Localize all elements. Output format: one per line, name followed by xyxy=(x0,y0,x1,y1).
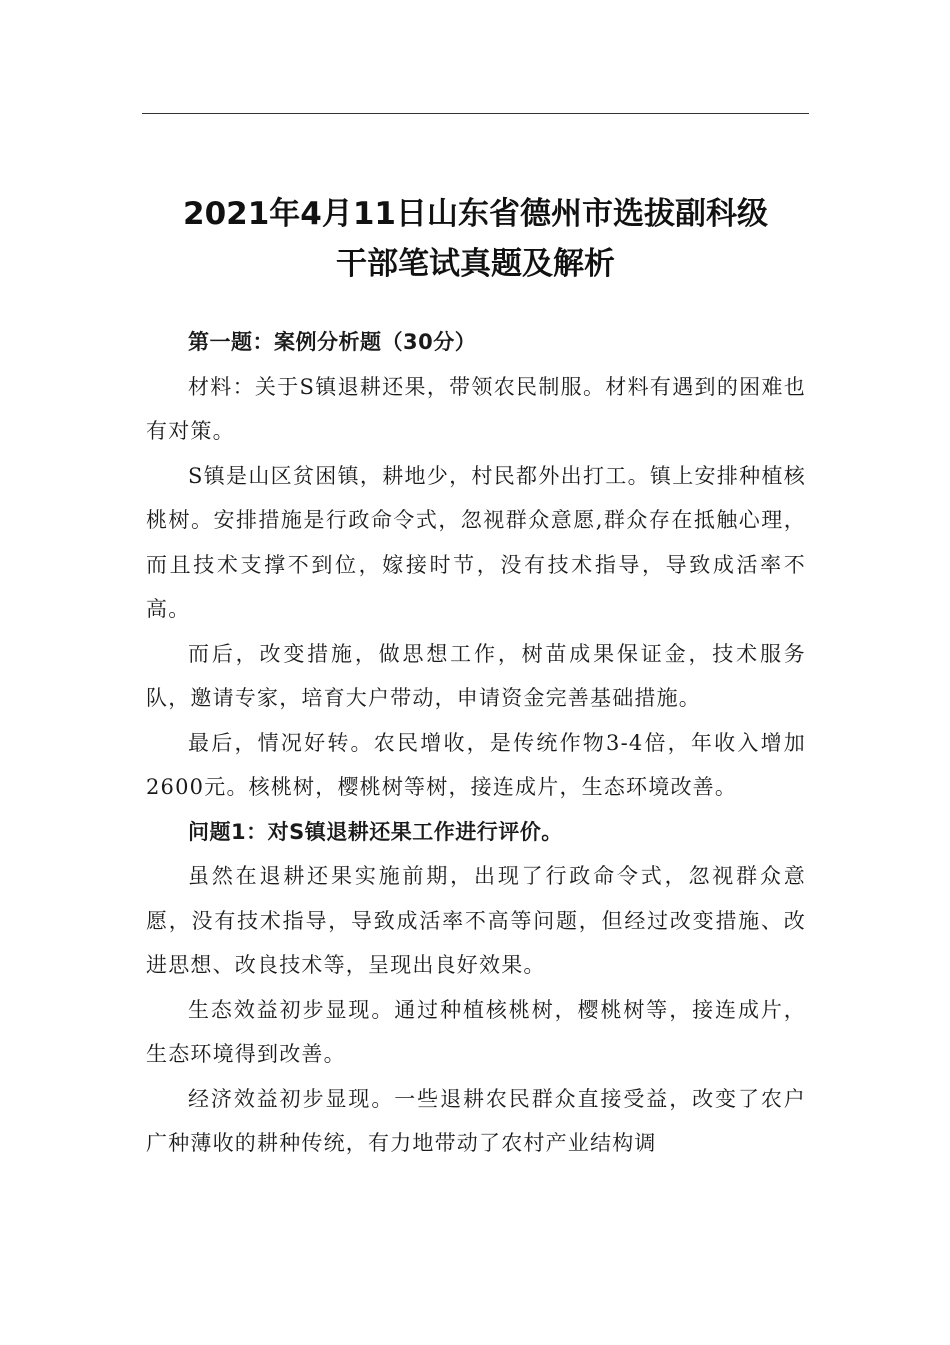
answer-paragraph-2: 生态效益初步显现。通过种植核桃树，樱桃树等，接连成片，生态环境得到改善。 xyxy=(146,997,806,1066)
material-paragraph-2: S镇是山区贫困镇，耕地少，村民都外出打工。镇上安排种植核桃树。安排措施是行政命令式，忽视群众意愿,群众存在抵触心理，而且技术支撑不到位，嫁接时节，没有技术指导，导致成活率不高。 xyxy=(146,463,806,621)
document-body xyxy=(146,320,806,1166)
header-rule xyxy=(142,113,809,114)
question-1-heading: 问题1：对S镇退耕还果工作进行评价。 xyxy=(188,819,563,844)
material-paragraph-4: 最后，情况好转。农民增收，是传统作物3-4倍，年收入增加2600元。核桃树，樱桃树等树，接连成片，生态环境改善。 xyxy=(146,730,806,799)
material-paragraph-1: 材料：关于S镇退耕还果，带领农民制服。材料有遇到的困难也有对策。 xyxy=(146,374,806,443)
document-title xyxy=(142,189,809,289)
title-line-2: 干部笔试真题及解析 xyxy=(336,245,615,282)
material-paragraph-3: 而后，改变措施，做思想工作，树苗成果保证金，技术服务队，邀请专家，培育大户带动，申请资金完善基础措施。 xyxy=(146,641,806,710)
answer-paragraph-1: 虽然在退耕还果实施前期，出现了行政命令式，忽视群众意愿，没有技术指导，导致成活率不高等问题，但经过改变措施、改进思想、改良技术等，呈现出良好效果。 xyxy=(146,864,806,977)
section-1-heading: 第一题：案例分析题（30分） xyxy=(188,330,477,354)
title-line-1: 2021年4月11日山东省德州市选拔副科级 xyxy=(183,195,768,232)
answer-paragraph-3: 经济效益初步显现。一些退耕农民群众直接受益，改变了农户广种薄收的耕种传统，有力地带动了农村产业结构调 xyxy=(146,1086,806,1155)
